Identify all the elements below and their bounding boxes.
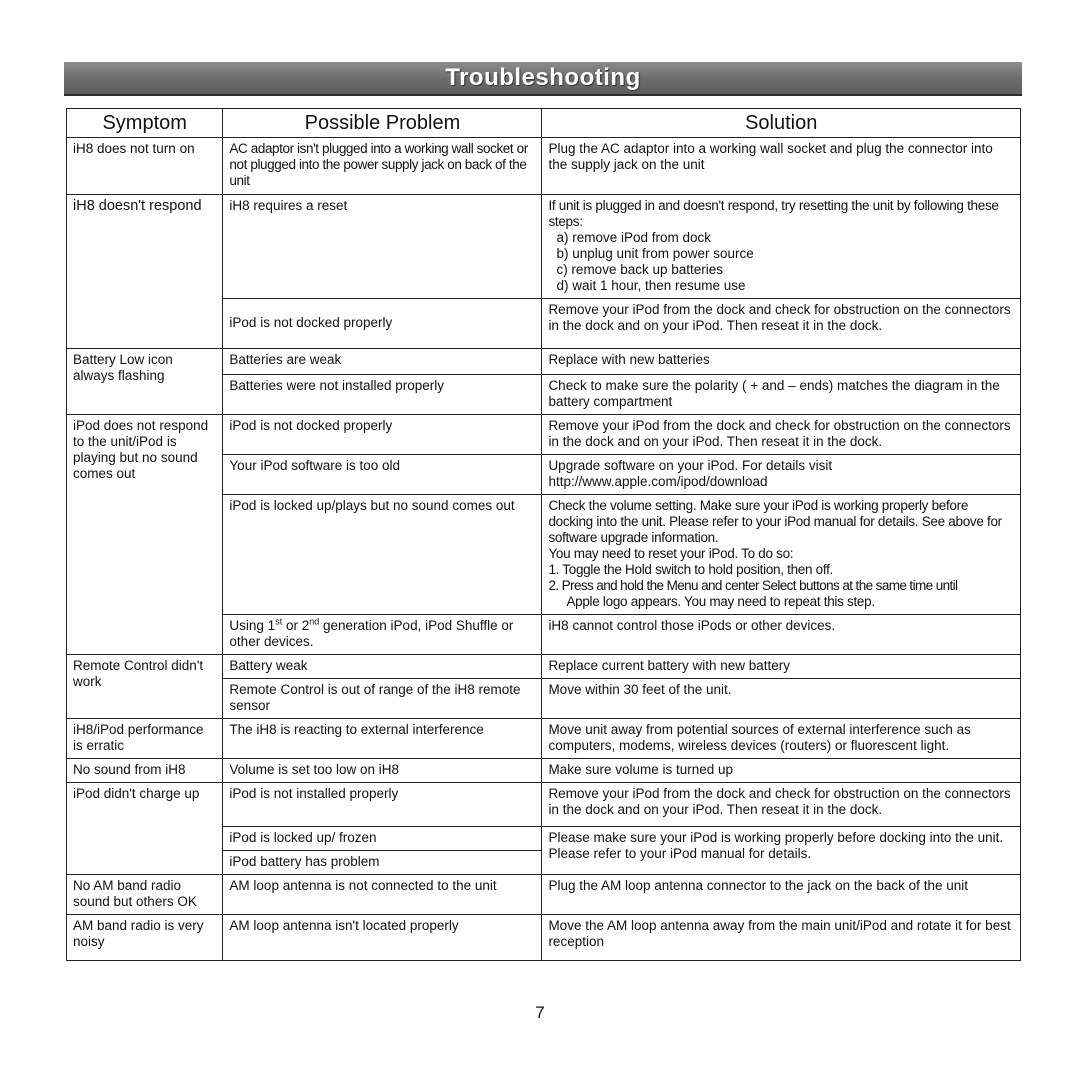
symptom-cell: Remote Control didn't work [67, 655, 223, 719]
solution-cell: Remove your iPod from the dock and check for obstruction on the connectors in the dock and on your iPod. Then reseat it in the dock. [542, 783, 1021, 827]
table-row [67, 415, 1021, 455]
symptom-cell: iH8 does not turn on [67, 138, 223, 195]
problem-cell: AM loop antenna is not connected to the unit [223, 875, 542, 915]
page-number: 7 [535, 1003, 545, 1022]
problem-cell: Remote Control is out of range of the iH8 remote sensor [223, 679, 542, 719]
solution-cell: Plug the AC adaptor into a working wall socket and plug the connector into the supply jack on the unit [542, 138, 1021, 195]
table-row [67, 655, 1021, 679]
symptom-cell: No AM band radio sound but others OK [67, 875, 223, 915]
table-row [67, 349, 1021, 375]
problem-cell [223, 615, 542, 655]
solution-cell: Make sure volume is turned up [542, 759, 1021, 783]
problem-cell: Battery weak [223, 655, 542, 679]
problem-cell: iPod battery has problem [223, 851, 542, 875]
header-solution: Solution [542, 109, 1021, 138]
table-row [67, 875, 1021, 915]
solution-cell: Please make sure your iPod is working properly before docking into the unit. Please refer to your iPod manual for details. [542, 827, 1021, 875]
problem-cell: iPod is locked up/ frozen [223, 827, 542, 851]
solution-cell: iH8 cannot control those iPods or other devices. [542, 615, 1021, 655]
header-symptom: Symptom [67, 109, 223, 138]
solution-cell: Upgrade software on your iPod. For details visit http://www.apple.com/ipod/download [542, 455, 1021, 495]
solution-cell: Move within 30 feet of the unit. [542, 679, 1021, 719]
reset-steps [548, 230, 1014, 294]
superscript: nd [309, 616, 320, 627]
table-row [67, 759, 1021, 783]
solution-paragraph: Check the volume setting. Make sure your iPod is working properly before docking into the unit. Please refer to your iPod manual for details. See above for software upgrade information. [548, 498, 1002, 545]
symptom-cell: iPod didn't charge up [67, 783, 223, 875]
problem-cell: AM loop antenna isn't located properly [223, 915, 542, 961]
symptom-cell: iPod does not respond to the unit/iPod is playing but no sound comes out [67, 415, 223, 655]
symptom-cell: iH8 doesn't respond [67, 195, 223, 349]
solution-cell: Replace with new batteries [542, 349, 1021, 375]
symptom-cell: Battery Low icon always flashing [67, 349, 223, 415]
symptom-cell: iH8/iPod performance is erratic [67, 719, 223, 759]
problem-cell: Batteries were not installed properly [223, 375, 542, 415]
list-item: 1. Toggle the Hold switch to hold position, then off. [548, 562, 833, 577]
table-row [67, 195, 1021, 299]
problem-text: or 2 [282, 618, 310, 633]
problem-text: generation iPod, iPod Shuffle or other devices. [229, 618, 514, 649]
solution-intro: If unit is plugged in and doesn't respond, try resetting the unit by following these steps: [548, 198, 999, 229]
problem-cell: iPod is not docked properly [223, 415, 542, 455]
solution-cell: Remove your iPod from the dock and check for obstruction on the connectors in the dock and on your iPod. Then reseat it in the dock. [542, 299, 1021, 349]
solution-paragraph: You may need to reset your iPod. To do so: [548, 546, 794, 561]
list-item: d) wait 1 hour, then resume use [556, 278, 746, 293]
list-item: 2. Press and hold the Menu and center Select buttons at the same time until [548, 578, 958, 593]
table-row [67, 783, 1021, 827]
table-row [67, 915, 1021, 961]
problem-cell: Volume is set too low on iH8 [223, 759, 542, 783]
symptom-cell: No sound from iH8 [67, 759, 223, 783]
solution-cell [542, 495, 1021, 615]
table-row [67, 719, 1021, 759]
problem-cell: Your iPod software is too old [223, 455, 542, 495]
problem-cell: iPod is locked up/plays but no sound comes out [223, 495, 542, 615]
list-item: b) unplug unit from power source [556, 246, 754, 261]
list-item: c) remove back up batteries [556, 262, 724, 277]
problem-cell: iPod is not docked properly [223, 299, 542, 349]
problem-cell: Batteries are weak [223, 349, 542, 375]
banner-title: Troubleshooting [445, 64, 641, 91]
solution-cell: Remove your iPod from the dock and check for obstruction on the connectors in the dock and on your iPod. Then reseat it in the dock. [542, 415, 1021, 455]
problem-cell: iH8 requires a reset [223, 195, 542, 299]
table-header-row [67, 109, 1021, 138]
troubleshooting-table [66, 108, 1021, 961]
solution-cell: Move the AM loop antenna away from the main unit/iPod and rotate it for best reception [542, 915, 1021, 961]
solution-cell: Plug the AM loop antenna connector to the jack on the back of the unit [542, 875, 1021, 915]
solution-cell: Check to make sure the polarity ( + and – ends) matches the diagram in the battery compartment [542, 375, 1021, 415]
solution-cell: Move unit away from potential sources of external interference such as computers, modems, wireless devices (routers) or fluorescent light. [542, 719, 1021, 759]
superscript: st [275, 616, 283, 627]
symptom-cell: AM band radio is very noisy [67, 915, 223, 961]
solution-cell [542, 195, 1021, 299]
list-item: Apple logo appears. You may need to repeat this step. [566, 594, 875, 609]
solution-cell: Replace current battery with new battery [542, 655, 1021, 679]
troubleshooting-banner [64, 62, 1022, 96]
problem-text: Using 1 [229, 618, 276, 633]
header-possible-problem: Possible Problem [223, 109, 542, 138]
problem-cell: The iH8 is reacting to external interference [223, 719, 542, 759]
list-item: a) remove iPod from dock [556, 230, 711, 245]
table-row [67, 138, 1021, 195]
problem-cell: AC adaptor isn't plugged into a working wall socket or not plugged into the power supply jack on back of the unit [223, 138, 542, 195]
problem-cell: iPod is not installed properly [223, 783, 542, 827]
